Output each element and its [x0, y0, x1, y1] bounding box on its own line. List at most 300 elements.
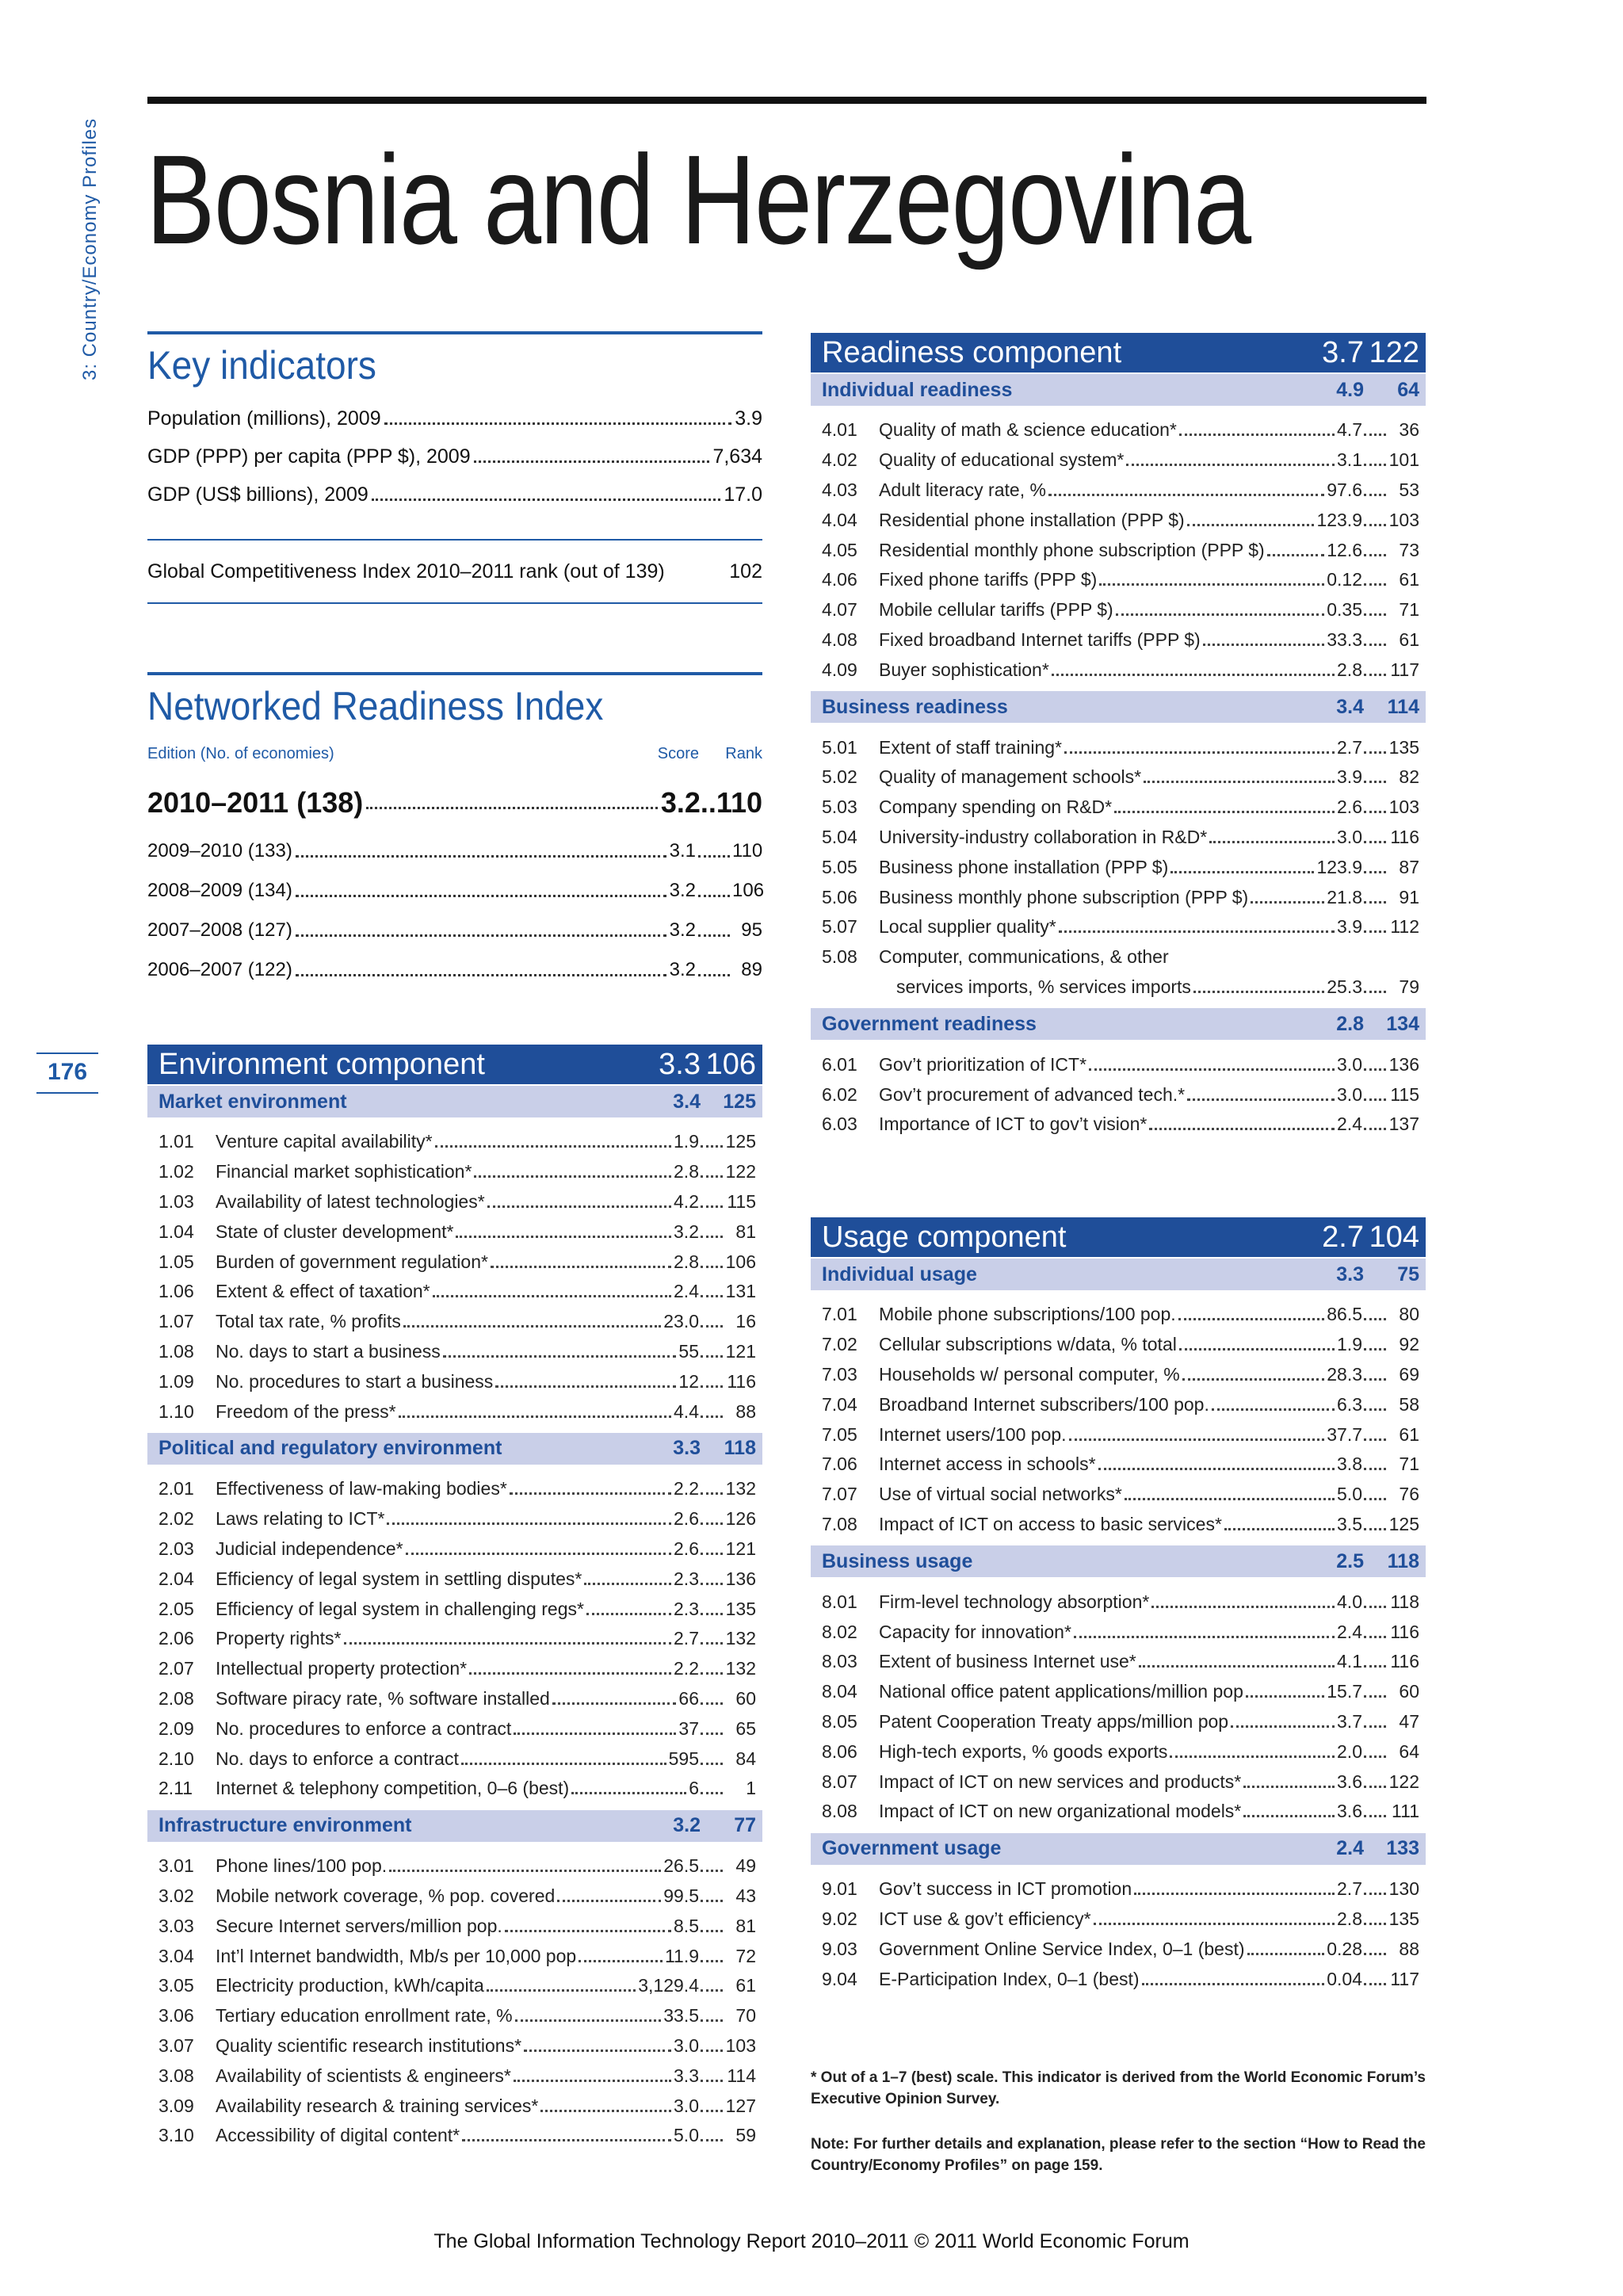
indicator-value: 2.2: [674, 1478, 699, 1499]
indicator-label: Burden of government regulation*: [216, 1251, 488, 1272]
leader-dots: [474, 460, 710, 463]
indicator-code: 2.01: [158, 1478, 194, 1499]
leader-dots: [406, 1553, 671, 1555]
indicator-row: [158, 2031, 756, 2061]
leader-dots: [1364, 1923, 1386, 1925]
indicator-label: Int’l Internet bandwidth, Mb/s per 10,000 pop: [216, 1945, 577, 1966]
indicator-code: 3.06: [158, 2005, 194, 2027]
indicator-value: 5.0: [1337, 1484, 1362, 1505]
indicator-code: 8.04: [822, 1681, 857, 1702]
nri-edition: 2009–2010 (133): [147, 840, 292, 861]
nri-edition: 2007–2008 (127): [147, 919, 292, 941]
indicator-rank: 132: [725, 1658, 756, 1679]
indicator-row: [158, 1157, 756, 1187]
indicator-row: [822, 762, 1419, 793]
indicator-code: 2.06: [158, 1628, 194, 1649]
indicator-value: 3.6: [1337, 1801, 1362, 1822]
indicator-list: [147, 1117, 762, 1433]
indicator-value: 4.1: [1337, 1651, 1362, 1672]
indicator-rank: 122: [725, 1161, 756, 1182]
leader-dots: [1364, 1528, 1386, 1530]
indicator-code: 4.08: [822, 628, 857, 650]
key-indicator-row: [147, 476, 762, 514]
leader-dots: [1178, 1318, 1325, 1320]
subindex-header: [811, 1008, 1426, 1040]
leader-dots: [1364, 1318, 1386, 1320]
component-header: [147, 1045, 762, 1084]
indicator-rank: 81: [735, 1221, 756, 1242]
indicator-code: 4.09: [822, 659, 857, 680]
leader-dots: [701, 1870, 723, 1872]
indicator-code: 6.02: [822, 1083, 857, 1105]
subindex-header: [147, 1086, 762, 1117]
key-indicators-section: [147, 331, 762, 604]
nri-rank: 95: [741, 919, 762, 941]
indicator-row: [158, 1713, 756, 1744]
leader-dots: [701, 1930, 723, 1932]
indicator-label: Buyer sophistication*: [879, 659, 1049, 680]
indicator-label: Gov’t procurement of advanced tech.*: [879, 1083, 1186, 1105]
leader-dots: [387, 1522, 671, 1525]
nri-score: 3.2: [669, 959, 696, 980]
leader-dots: [698, 934, 730, 937]
section-rule: [147, 331, 762, 334]
indicator-value: 3.6: [1337, 1771, 1362, 1792]
leader-dots: [701, 2019, 723, 2022]
leader-dots: [1182, 1378, 1325, 1381]
indicator-list: [811, 1577, 1426, 1832]
gci-row: [147, 541, 762, 602]
leader-dots: [1209, 841, 1335, 843]
indicator-label: Gov’t success in ICT promotion: [879, 1878, 1132, 1900]
indicator-rank: 84: [735, 1748, 756, 1769]
indicator-row: [158, 1881, 756, 1912]
indicator-row: [822, 1079, 1419, 1110]
leader-dots: [1243, 1786, 1335, 1788]
component-name: Usage component: [822, 1220, 1067, 1254]
indicator-value: 2.8: [1337, 1908, 1362, 1929]
leader-dots: [701, 2050, 723, 2052]
indicator-label: Patent Cooperation Treaty apps/million pop: [879, 1710, 1229, 1732]
indicator-rank: 130: [1388, 1878, 1419, 1900]
indicator-value: 2.6: [1337, 797, 1362, 818]
leader-dots: [1364, 841, 1386, 843]
indicator-rank: 126: [725, 1508, 756, 1530]
indicator-value: 123.9: [1316, 856, 1362, 877]
leader-dots: [579, 1960, 663, 1962]
indicator-value: 2.7: [1337, 736, 1362, 758]
subindex-rank: 125: [723, 1090, 756, 1113]
component-score: 3.3: [659, 1047, 701, 1081]
component-name: Readiness component: [822, 335, 1122, 369]
indicator-value: 15.7: [1327, 1681, 1362, 1702]
indicator-list: [147, 1465, 762, 1810]
indicator-code: 4.07: [822, 599, 857, 621]
indicator-label: Households w/ personal computer, %: [879, 1363, 1180, 1385]
leader-dots: [701, 2080, 723, 2082]
indicator-value: 2.3: [674, 1568, 699, 1589]
leader-dots: [1364, 1665, 1386, 1668]
leader-dots: [698, 855, 730, 858]
indicator-row: [158, 1654, 756, 1684]
leader-dots: [456, 1236, 671, 1238]
indicator-row: [822, 942, 1419, 972]
leader-dots: [701, 1175, 723, 1178]
indicator-rank: 60: [1399, 1681, 1419, 1702]
indicator-row: [822, 476, 1419, 506]
indicator-rank: 135: [725, 1598, 756, 1619]
indicator-label: Extent of staff training*: [879, 736, 1062, 758]
leader-dots: [1231, 1725, 1335, 1728]
indicator-row: [822, 1510, 1419, 1540]
leader-dots: [1125, 1498, 1335, 1500]
leader-dots: [1170, 1755, 1335, 1758]
indicator-rank: 81: [735, 1915, 756, 1936]
indicator-list: [811, 1290, 1426, 1545]
indicator-label: Cellular subscriptions w/data, % total: [879, 1334, 1177, 1355]
leader-dots: [557, 1900, 661, 1902]
leader-dots: [1116, 613, 1325, 616]
indicator-value: 12.6: [1327, 539, 1362, 560]
indicator-label: GDP (PPP) per capita (PPP $), 2009: [147, 445, 471, 468]
indicator-row: [822, 1450, 1419, 1480]
indicator-rank: 117: [1390, 659, 1419, 680]
indicator-label: Impact of ICT on new organizational models*: [879, 1801, 1242, 1822]
nri-rank: 110: [732, 840, 763, 861]
indicator-label: No. procedures to start a business: [216, 1370, 494, 1392]
leader-dots: [524, 2050, 671, 2052]
nri-rank: 89: [741, 959, 762, 980]
leader-dots: [514, 2080, 671, 2082]
indicator-row: [822, 415, 1419, 445]
indicator-rank: 61: [735, 1975, 756, 1996]
indicator-rank: 116: [727, 1370, 756, 1392]
leader-dots: [1364, 464, 1386, 466]
indicator-value: 2.2: [674, 1658, 699, 1679]
indicator-code: 5.04: [822, 826, 857, 847]
indicator-label: GDP (US$ billions), 2009: [147, 483, 369, 506]
leader-dots: [1364, 1695, 1386, 1698]
indicator-label: Impact of ICT on new services and products*: [879, 1771, 1242, 1792]
indicator-value: 6.3: [1337, 1393, 1362, 1415]
nri-current-score: 3.2: [660, 786, 701, 819]
indicator-row: [822, 1707, 1419, 1737]
leader-dots: [1187, 1098, 1335, 1101]
title-top-rule: [147, 97, 1426, 104]
indicator-rank: 132: [725, 1478, 756, 1499]
indicator-row: [158, 1774, 756, 1804]
leader-dots: [515, 2019, 662, 2022]
indicator-label: University-industry collaboration in R&D*: [879, 826, 1208, 847]
indicator-row: [822, 1904, 1419, 1935]
usage-component: [811, 1217, 1426, 1997]
indicator-code: 1.02: [158, 1161, 194, 1182]
indicator-value: 3.7: [1337, 1710, 1362, 1732]
subindex-name: Business usage: [822, 1549, 973, 1572]
subindex-name: Individual usage: [822, 1263, 977, 1286]
indicator-value: 3.8: [1337, 1454, 1362, 1475]
nri-history-row: [147, 871, 765, 911]
subindex-rank: 77: [734, 1814, 756, 1837]
leader-dots: [1251, 901, 1324, 904]
leader-dots: [1364, 1408, 1386, 1411]
leader-dots: [1179, 1348, 1335, 1350]
nri-history-row: [147, 911, 762, 950]
indicator-label: Residential phone installation (PPP $): [879, 509, 1185, 530]
indicator-row: [158, 1504, 756, 1534]
page-number: 176: [36, 1052, 98, 1094]
indicator-label: Population (millions), 2009: [147, 407, 381, 430]
leader-dots: [1243, 1815, 1335, 1817]
indicator-label: Residential monthly phone subscription (PPP $): [879, 539, 1265, 560]
divider: [147, 602, 762, 604]
indicator-row: [158, 1396, 756, 1427]
leader-dots: [1048, 494, 1324, 496]
leader-dots: [372, 499, 720, 501]
indicator-value: 2.8: [1337, 659, 1362, 680]
nri-section: [147, 672, 765, 990]
leader-dots: [1179, 434, 1335, 436]
leader-dots: [1089, 1068, 1335, 1071]
leader-dots: [1364, 554, 1386, 556]
indicator-rank: 127: [725, 2095, 756, 2116]
indicator-rank: 103: [1388, 797, 1419, 818]
indicator-rank: 88: [1399, 1938, 1419, 1959]
leader-dots: [698, 895, 730, 897]
leader-dots: [701, 1415, 723, 1418]
component-rank: 104: [1369, 1220, 1419, 1254]
leader-dots: [1364, 1725, 1386, 1728]
leader-dots: [1193, 991, 1324, 993]
indicator-row: [158, 1624, 756, 1654]
indicator-value: 0.04: [1327, 1968, 1362, 1989]
subindex-score: 2.5: [1336, 1549, 1364, 1572]
indicator-code: 6.01: [822, 1053, 857, 1075]
indicator-rank: 76: [1399, 1484, 1419, 1505]
indicator-rank: 125: [1388, 1513, 1419, 1534]
indicator-rank: 118: [1390, 1591, 1419, 1612]
indicator-value: 1.9: [674, 1131, 699, 1152]
indicator-rank: 137: [1388, 1114, 1419, 1135]
indicator-value: 23.0: [663, 1311, 699, 1332]
indicator-rank: 106: [725, 1251, 756, 1272]
indicator-row: [158, 1594, 756, 1624]
indicator-code: 4.04: [822, 509, 857, 530]
indicator-code: 1.06: [158, 1281, 194, 1302]
leader-dots: [571, 1792, 686, 1794]
nri-current-edition: 2010–2011 (138): [147, 786, 364, 819]
indicator-value: 2.7: [1337, 1878, 1362, 1900]
leader-dots: [1364, 1606, 1386, 1608]
subindex-name: Individual readiness: [822, 378, 1013, 401]
footnote-note: Note: For further details and explanation, please refer to the section “How to Read the Country/Economy Profiles” on page 159.: [811, 2136, 1426, 2174]
indicator-label: Business monthly phone subscription (PPP $): [879, 886, 1249, 907]
leader-dots: [1364, 1755, 1386, 1758]
key-indicators-title: Key indicators: [147, 343, 376, 388]
indicator-code: 5.07: [822, 916, 857, 938]
indicator-label: Total tax rate, % profits: [216, 1311, 401, 1332]
indicator-value: 3.9: [1337, 766, 1362, 788]
indicator-row: [822, 1964, 1419, 1994]
leader-dots: [1364, 751, 1386, 754]
subindex-header: [147, 1810, 762, 1842]
indicator-value: 4.4: [674, 1400, 699, 1422]
indicator-value: 3.1: [1337, 449, 1362, 471]
leader-dots: [443, 1355, 677, 1358]
leader-dots: [1364, 1468, 1386, 1470]
indicator-value: 4.2: [674, 1190, 699, 1212]
leader-dots: [1139, 1665, 1335, 1668]
indicator-code: 3.09: [158, 2095, 194, 2116]
leader-dots: [1247, 1953, 1325, 1955]
leader-dots: [701, 1295, 723, 1297]
leader-dots: [296, 934, 666, 937]
leader-dots: [389, 1870, 661, 1872]
indicator-code: 8.03: [822, 1651, 857, 1672]
indicator-row: [158, 2001, 756, 2031]
leader-dots: [552, 1702, 677, 1705]
indicator-code: 3.01: [158, 1855, 194, 1877]
indicator-label: Quality of math & science education*: [879, 419, 1177, 441]
leader-dots: [701, 1613, 723, 1615]
leader-dots: [701, 1763, 723, 1765]
indicator-rank: 72: [735, 1945, 756, 1966]
indicator-rank: 121: [725, 1538, 756, 1559]
subindex-rank: 118: [724, 1437, 756, 1460]
subindex-header: [811, 1545, 1426, 1577]
leader-dots: [701, 1325, 723, 1328]
indicator-value: 7,634: [712, 445, 762, 468]
indicator-row: [158, 1941, 756, 1971]
leader-dots: [701, 1266, 723, 1268]
indicator-rank: 47: [1399, 1710, 1419, 1732]
key-indicator-row: [147, 437, 762, 476]
leader-dots: [469, 1672, 671, 1675]
leader-dots: [1364, 583, 1386, 586]
leader-dots: [1069, 1438, 1325, 1441]
indicator-row: [158, 1744, 756, 1774]
indicator-value: 2.4: [1337, 1114, 1362, 1135]
leader-dots: [698, 974, 730, 976]
indicator-value: 37.7: [1327, 1423, 1362, 1445]
subindex-score: 2.8: [1336, 1012, 1364, 1035]
leader-dots: [1267, 554, 1325, 556]
subindex-header: [147, 1433, 762, 1465]
indicator-row: [822, 565, 1419, 595]
indicator-rank: 79: [1399, 976, 1419, 997]
indicator-value: 99.5: [663, 1885, 699, 1906]
subindex-rank: 118: [1387, 1549, 1419, 1572]
indicator-label: Mobile cellular tariffs (PPP $): [879, 599, 1113, 621]
leader-dots: [487, 1205, 671, 1208]
leader-dots: [1364, 901, 1386, 904]
indicator-row: [822, 1617, 1419, 1647]
leader-dots: [1099, 583, 1324, 586]
indicator-value: 2.8: [674, 1251, 699, 1272]
indicator-row: [822, 793, 1419, 823]
leader-dots: [701, 1355, 723, 1358]
indicator-label: E-Participation Index, 0–1 (best): [879, 1968, 1140, 1989]
leader-dots: [701, 1492, 723, 1495]
leader-dots: [701, 1642, 723, 1645]
indicator-value: 3,129.4: [638, 1975, 699, 1996]
indicator-code: 7.03: [822, 1363, 857, 1385]
indicator-row: [822, 1736, 1419, 1767]
indicator-value: 28.3: [1327, 1363, 1362, 1385]
nri-edition: 2008–2009 (134): [147, 880, 292, 901]
nri-history-list: [147, 831, 765, 990]
edition-header: Edition (No. of economies): [147, 745, 334, 762]
indicator-code: 7.07: [822, 1484, 857, 1505]
indicator-rank: 64: [1399, 1740, 1419, 1762]
leader-dots: [1364, 1983, 1386, 1985]
indicator-code: 6.03: [822, 1114, 857, 1135]
indicator-value: 3.9: [735, 407, 762, 430]
leader-dots: [1364, 1128, 1386, 1130]
indicator-value: 55: [678, 1340, 699, 1362]
indicator-label: Financial market sophistication*: [216, 1161, 472, 1182]
leader-dots: [701, 1145, 723, 1148]
indicator-label: Gov’t prioritization of ICT*: [879, 1053, 1087, 1075]
indicator-label: Availability of scientists & engineers*: [216, 2065, 511, 2086]
indicator-row: [822, 1360, 1419, 1390]
leader-dots: [1187, 524, 1315, 526]
indicator-code: 2.03: [158, 1538, 194, 1559]
indicator-label: Local supplier quality*: [879, 916, 1056, 938]
key-indicators-list: [147, 399, 762, 514]
subindex-header: [811, 1259, 1426, 1290]
subindex-score: 3.3: [673, 1437, 701, 1460]
leader-dots: [1364, 644, 1386, 646]
indicator-value: 1.9: [1337, 1334, 1362, 1355]
indicator-row: [822, 1300, 1419, 1330]
indicator-code: 4.06: [822, 569, 857, 590]
leader-dots: [1364, 1348, 1386, 1350]
indicator-code: 2.02: [158, 1508, 194, 1530]
indicator-code: 8.06: [822, 1740, 857, 1762]
indicator-code: 7.04: [822, 1393, 857, 1415]
indicator-label: Importance of ICT to gov’t vision*: [879, 1114, 1148, 1135]
indicator-row: [822, 535, 1419, 565]
indicator-rank: 61: [1399, 1423, 1419, 1445]
leader-dots: [586, 1613, 671, 1615]
indicator-rank: 115: [727, 1190, 756, 1212]
indicator-label: Secure Internet servers/million pop.: [216, 1915, 502, 1936]
leader-dots: [1144, 781, 1335, 783]
indicator-code: 9.04: [822, 1968, 857, 1989]
leader-dots: [1126, 464, 1335, 466]
indicator-label: Extent & effect of taxation*: [216, 1281, 430, 1302]
leader-dots: [435, 1145, 671, 1148]
leader-dots: [1364, 1438, 1386, 1441]
indicator-code: 4.03: [822, 479, 857, 500]
indicator-value: 0.35: [1327, 599, 1362, 621]
indicator-label: Capacity for innovation*: [879, 1621, 1071, 1642]
indicator-row: [158, 1971, 756, 2001]
subindex-rank: 64: [1397, 378, 1419, 401]
indicator-value: 123.9: [1316, 509, 1362, 530]
indicator-value: 3.5: [1337, 1513, 1362, 1534]
indicator-row: [158, 2121, 756, 2151]
nri-current-row: 2010–2011 (138) 3.2 .. 110: [147, 786, 762, 819]
leader-dots: [505, 1930, 671, 1932]
indicator-row: [822, 1480, 1419, 1510]
leader-dots: [399, 1415, 671, 1418]
leader-dots: [1364, 930, 1386, 933]
indicator-code: 5.06: [822, 886, 857, 907]
leader-dots: [510, 1492, 671, 1495]
indicator-rank: 115: [1390, 1083, 1419, 1105]
